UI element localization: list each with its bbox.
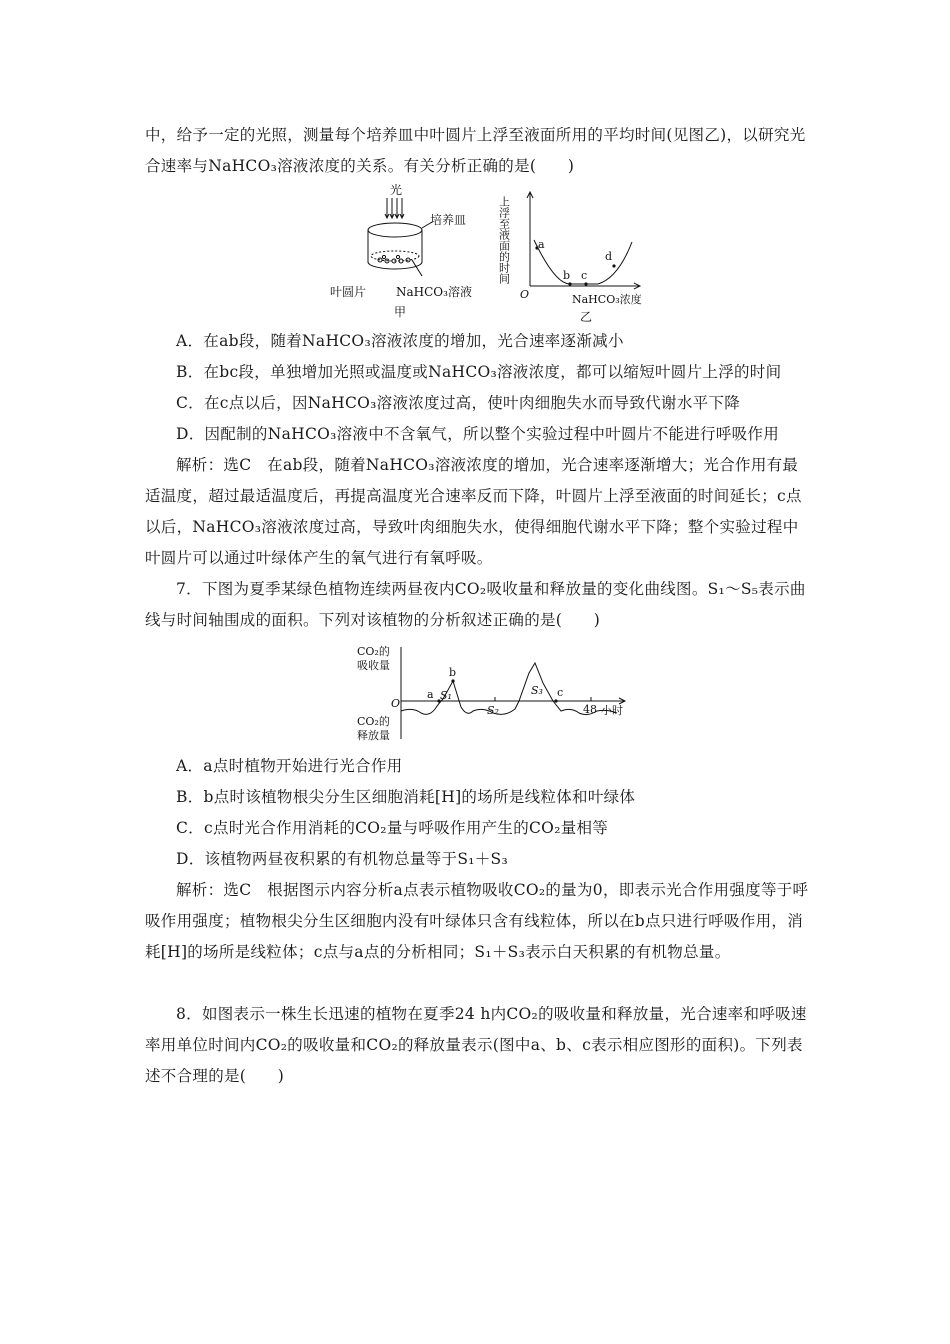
caption-yi: 乙: [580, 310, 593, 324]
q7-ylabel-top-2: 吸收量: [357, 659, 390, 672]
q7-stem: 7．下图为夏季某绿色植物连续两昼夜内CO₂吸收量和释放量的变化曲线图。S₁～S₅表示曲线与时间轴围成的面积。下列对该植物的分析叙述正确的是( ): [145, 580, 806, 629]
q7-point-c: [554, 699, 557, 702]
dish-label: 培养皿: [430, 213, 467, 227]
q7-label-b: b: [449, 666, 457, 679]
yi-point-b: [568, 282, 571, 285]
q7-origin: O: [391, 697, 401, 710]
q7-option-b: B．b点时该植物根尖分生区细胞消耗[H]的场所是线粒体和叶绿体: [176, 788, 636, 806]
q6-option-d: D．因配制的NaHCO₃溶液中不含氧气，所以整个实验过程中叶圆片不能进行呼吸作用: [176, 425, 780, 443]
q7-xunit: 小时: [601, 704, 623, 717]
leaf-label: 叶圆片: [330, 285, 367, 299]
yi-origin: O: [520, 288, 530, 301]
figure-jia-svg: [330, 180, 480, 320]
q6-analysis: 解析：选C 在ab段，随着NaHCO₃溶液浓度的增加，光合速率逐渐增大；光合作用有最适温度，超过最适温度后，再提高温度光合速率反而下降，叶圆片上浮至液面的时间延长；c点以后，NaHCO₃溶液浓度过高，导致叶肉细胞失水，使得细胞代谢水平下降；整个实验过程中叶圆片可以通过叶绿体产生的氧气进行有氧呼吸。: [145, 456, 802, 567]
yi-ylabel: 上浮至液面的时间: [497, 196, 511, 284]
yi-label-c: c: [581, 269, 588, 282]
petri-dish: [368, 222, 432, 276]
q7-option-c: C．c点时光合作用消耗的CO₂量与呼吸作用产生的CO₂量相等: [176, 819, 609, 837]
question-6-intro: 中，给予一定的光照，测量每个培养皿中叶圆片上浮至液面所用的平均时间(见图乙)，以研究光合速率与NaHCO₃溶液浓度的关系。有关分析正确的是( ): [145, 126, 806, 175]
figure-q7: [355, 643, 635, 743]
q7-ylabel-top-1: CO₂的: [357, 645, 390, 658]
yi-label-d: d: [605, 250, 613, 263]
q7-point-b: [451, 679, 454, 682]
q7-ylabel-bottom-1: CO₂的: [357, 715, 390, 728]
yi-xlabel: NaHCO₃浓度: [572, 293, 642, 306]
q7-label-c: c: [557, 686, 564, 699]
figure-jia: [330, 180, 480, 320]
q6-option-b: B．在bc段，单独增加光照或温度或NaHCO₃溶液浓度，都可以缩短叶圆片上浮的时间: [176, 363, 782, 381]
q7-option-a: A．a点时植物开始进行光合作用: [176, 757, 403, 775]
yi-point-d: [612, 264, 615, 267]
q6-option-c: C．在c点以后，因NaHCO₃溶液浓度过高，使叶肉细胞失水而导致代谢水平下降: [176, 394, 741, 412]
yi-point-c: [584, 282, 587, 285]
q6-option-a: A．在ab段，随着NaHCO₃溶液浓度的增加，光合速率逐渐减小: [176, 332, 624, 350]
figure-q7-svg: [355, 643, 635, 743]
solution-label: NaHCO₃溶液: [396, 285, 472, 299]
q7-label-s2: S₂: [487, 704, 499, 717]
yi-label-b: b: [563, 269, 571, 282]
q8-stem: 8．如图表示一株生长迅速的植物在夏季24 h内CO₂的吸收量和释放量，光合速率和呼吸速率用单位时间内CO₂的吸收量和CO₂的释放量表示(图中a、b、c表示相应图形的面积)。下列表述不合理的是( ): [145, 1005, 807, 1085]
q7-axes: [401, 647, 625, 739]
q7-tick-48: 48: [583, 703, 597, 716]
light-label: 光: [390, 183, 403, 197]
q7-label-s3: S₃: [531, 684, 543, 697]
q7-label-a: a: [427, 688, 434, 701]
q7-option-d: D．该植物两昼夜积累的有机物总量等于S₁＋S₃: [176, 850, 508, 868]
q7-analysis: 解析：选C 根据图示内容分析a点表示植物吸收CO₂的量为0，即表示光合作用强度等于呼吸作用强度；植物根尖分生区细胞内没有叶绿体只含有线粒体，所以在b点只进行呼吸作用，消耗[H]的场所是线粒体；c点与a点的分析相同；S₁＋S₃表示白天积累的有机物总量。: [145, 881, 809, 961]
yi-label-a: a: [538, 238, 545, 251]
figure-yi: [497, 186, 660, 326]
q7-ylabel-bottom-2: 释放量: [357, 729, 390, 742]
figure-yi-svg: [497, 186, 660, 326]
caption-jia: 甲: [394, 305, 407, 319]
q7-label-s1: S₁: [440, 689, 452, 702]
light-arrows: [385, 198, 404, 218]
